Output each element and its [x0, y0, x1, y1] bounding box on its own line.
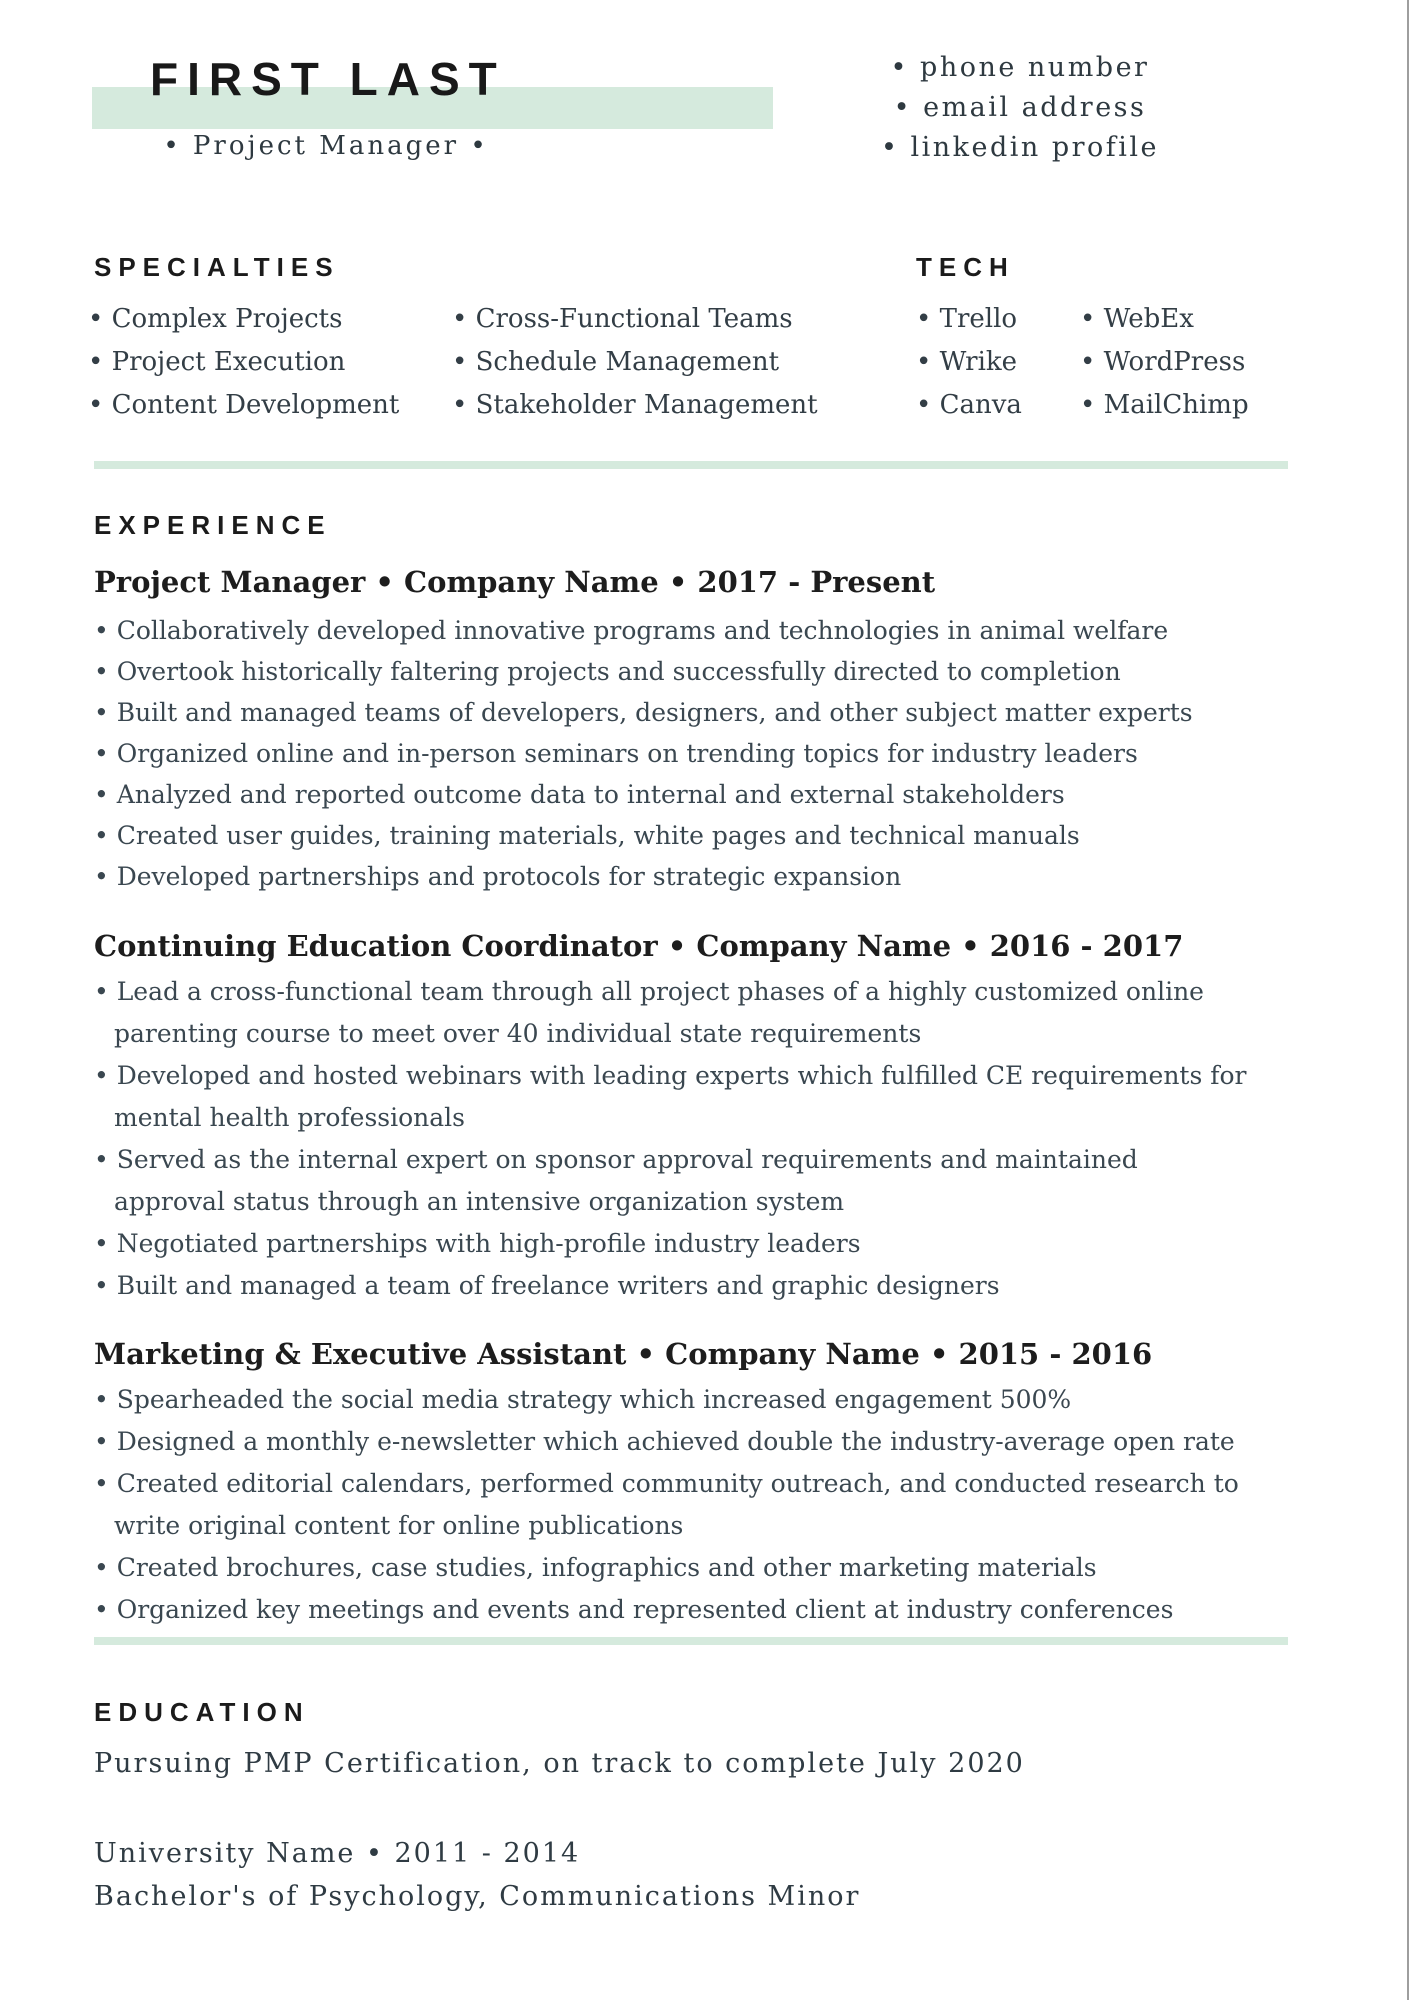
bullet-line-wrap: parenting course to meet over 40 individual state requirements — [114, 1019, 922, 1048]
tech-item: • MailChimp — [1080, 390, 1249, 420]
bullet-line: • Served as the internal expert on sponsor approval requirements and maintained — [94, 1145, 1138, 1174]
specialty-item: • Cross-Functional Teams — [452, 304, 793, 334]
bullet-line: • Designed a monthly e-newsletter which achieved double the industry-average open rate — [94, 1427, 1235, 1456]
bullet-line: • Overtook historically faltering projects and successfully directed to completion — [94, 657, 1121, 686]
specialty-item: • Schedule Management — [452, 347, 780, 377]
specialty-item: • Stakeholder Management — [452, 390, 818, 420]
bullet-line: • Organized key meetings and events and represented client at industry conferences — [94, 1595, 1174, 1624]
job-title: Project Manager • Company Name • 2017 - Present — [94, 565, 936, 599]
bullet-line: • Developed and hosted webinars with leading experts which fulfilled CE requirements for — [94, 1061, 1247, 1090]
tech-item: • WordPress — [1080, 347, 1246, 377]
university-line: University Name • 2011 - 2014 — [94, 1838, 581, 1869]
specialties-col2 — [452, 298, 818, 427]
person-job-title: • Project Manager • — [163, 131, 489, 161]
degree-line: Bachelor's of Psychology, Communications Minor — [94, 1881, 861, 1912]
bullet-line: • Created brochures, case studies, infographics and other marketing materials — [94, 1553, 1097, 1582]
specialty-item: • Project Execution — [88, 347, 346, 377]
tech-item: • Trello — [916, 304, 1018, 334]
bullet-line: • Lead a cross-functional team through all project phases of a highly customized online — [94, 977, 1204, 1006]
contact-linkedin: • linkedin profile — [880, 132, 1160, 163]
bullet-line: • Created user guides, training materials, white pages and technical manuals — [94, 821, 1080, 850]
specialties-heading: SPECIALTIES — [94, 252, 340, 282]
job-bullets — [94, 971, 1314, 1307]
tech-col1 — [916, 298, 1022, 427]
contact-phone: • phone number — [890, 52, 1150, 83]
specialty-item: • Content Development — [88, 390, 400, 420]
tech-col2 — [1080, 298, 1249, 427]
bullet-line: • Created editorial calendars, performed community outreach, and conducted research to — [94, 1469, 1239, 1498]
tech-item: • Wrike — [916, 347, 1018, 377]
bullet-line-wrap: mental health professionals — [114, 1103, 465, 1132]
section-divider — [94, 1637, 1288, 1645]
bullet-line: • Developed partnerships and protocols for strategic expansion — [94, 862, 902, 891]
specialties-col1 — [88, 298, 399, 427]
bullet-line-wrap: approval status through an intensive organization system — [114, 1187, 845, 1216]
bullet-line: • Built and managed teams of developers, designers, and other subject matter experts — [94, 698, 1193, 727]
contact-email: • email address — [893, 92, 1147, 123]
job-title: Marketing & Executive Assistant • Company Name • 2015 - 2016 — [94, 1337, 1153, 1371]
bullet-line: • Negotiated partnerships with high-profile industry leaders — [94, 1229, 861, 1258]
bullet-line-wrap: write original content for online publications — [114, 1511, 684, 1540]
person-name: FIRST LAST — [150, 53, 506, 105]
bullet-line: • Organized online and in-person seminars on trending topics for industry leaders — [94, 739, 1138, 768]
section-divider — [94, 461, 1288, 469]
page-edge-line — [1407, 0, 1409, 2000]
bullet-line: • Spearheaded the social media strategy which increased engagement 500% — [94, 1385, 1072, 1414]
bullet-line: • Collaboratively developed innovative programs and technologies in animal welfare — [94, 616, 1169, 645]
bullet-line: • Analyzed and reported outcome data to internal and external stakeholders — [94, 780, 1065, 809]
job-title: Continuing Education Coordinator • Company Name • 2016 - 2017 — [94, 929, 1184, 963]
contact-block — [830, 48, 1210, 168]
certification-line: Pursuing PMP Certification, on track to complete July 2020 — [94, 1748, 1025, 1779]
specialty-item: • Complex Projects — [88, 304, 343, 334]
job-bullets — [94, 610, 1314, 897]
job-bullets — [94, 1379, 1314, 1631]
tech-item: • Canva — [916, 390, 1022, 420]
experience-heading: EXPERIENCE — [94, 510, 332, 540]
bullet-line: • Built and managed a team of freelance writers and graphic designers — [94, 1271, 1000, 1300]
education-heading: EDUCATION — [94, 1697, 310, 1727]
tech-heading: TECH — [916, 252, 1015, 282]
tech-item: • WebEx — [1080, 304, 1194, 334]
